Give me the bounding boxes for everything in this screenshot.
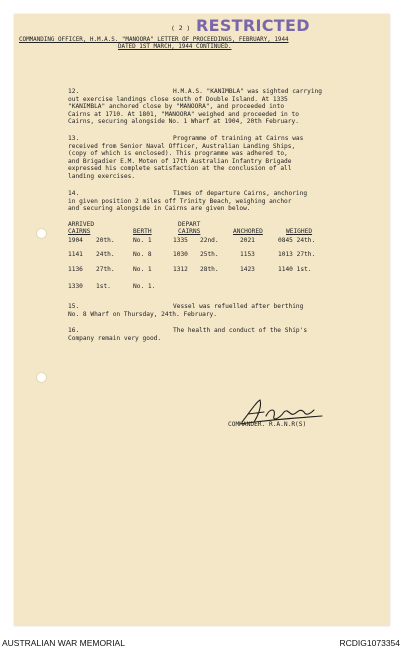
punch-hole bbox=[36, 372, 47, 383]
cell-arrived-time: 1136 bbox=[68, 266, 83, 273]
restricted-stamp: RESTRICTED bbox=[196, 16, 310, 35]
header-anchored: ANCHORED bbox=[233, 228, 263, 235]
para-16-line: Company remain very good. bbox=[68, 334, 162, 342]
cell-berth: No. 1 bbox=[133, 266, 152, 273]
cell-arrived-time: 1330 bbox=[68, 283, 83, 290]
punch-hole bbox=[36, 228, 47, 239]
para-15-line: No. 8 Wharf on Thursday, 24th. February. bbox=[68, 310, 218, 318]
cell-berth: No. 8 bbox=[133, 251, 152, 258]
cell-depart-time: 1335 bbox=[173, 237, 188, 244]
para-16-number: 16. bbox=[68, 327, 80, 334]
para-15-line: Vessel was refuelled after berthing bbox=[173, 303, 304, 310]
cell-arrived-day: 1st. bbox=[96, 283, 111, 290]
header-berth: BERTH bbox=[133, 228, 152, 235]
cell-arrived-day: 27th. bbox=[96, 266, 115, 273]
cell-depart-day: 22nd. bbox=[200, 237, 219, 244]
para-14-line: in given position 2 miles off Trinity Beach, weighing anchor bbox=[68, 197, 292, 205]
footer-source: AUSTRALIAN WAR MEMORIAL bbox=[2, 638, 125, 648]
cell-berth: No. 1 bbox=[133, 237, 152, 244]
para-13-line: landing exercises. bbox=[68, 172, 136, 180]
cell-weighed: 0845 24th. bbox=[278, 237, 316, 244]
para-14-number: 14. bbox=[68, 190, 80, 197]
para-13-line: Programme of training at Cairns was bbox=[173, 135, 304, 142]
footer-record-id: RCDIG1073354 bbox=[339, 638, 400, 648]
para-13-line: received from Senior Naval Officer, Australian Landing Ships, bbox=[68, 142, 296, 150]
header-arrived: ARRIVED bbox=[68, 221, 95, 228]
cell-arrived-time: 1141 bbox=[68, 251, 83, 258]
cell-depart-time: 1312 bbox=[173, 266, 188, 273]
header-arrived-cairns: CAIRNS bbox=[68, 228, 91, 235]
heading-line-1: COMMANDING OFFICER, H.M.A.S. "MANOORA" LETTER OF PROCEEDINGS, FEBRUARY, 1944 bbox=[19, 37, 289, 43]
header-depart: DEPART bbox=[178, 221, 201, 228]
cell-weighed: 1140 1st. bbox=[278, 266, 312, 273]
cell-arrived-day: 24th. bbox=[96, 251, 115, 258]
cell-weighed: 1013 27th. bbox=[278, 251, 316, 258]
cell-arrived-day: 20th. bbox=[96, 237, 115, 244]
para-13-number: 13. bbox=[68, 135, 80, 142]
cell-anchored: 1153 bbox=[240, 251, 255, 258]
para-13-line: expressed his complete satisfaction at the conclusion of all bbox=[68, 165, 292, 172]
para-14-line: and securing alongside in Cairns are given below. bbox=[68, 205, 251, 212]
cell-depart-day: 28th. bbox=[200, 266, 219, 273]
cell-depart-day: 25th. bbox=[200, 251, 219, 258]
para-13-line: and Brigadier E.M. Moten of 17th Australian Infantry Brigade bbox=[68, 157, 292, 165]
para-12-line: "KANIMBLA" anchored close by "MANOORA", and proceeded into bbox=[68, 103, 285, 110]
para-12-line: Cairns, securing alongside No. 1 Wharf at 1904, 20th February. bbox=[68, 118, 299, 125]
header-weighed: WEIGHED bbox=[286, 228, 313, 235]
para-16-line: The health and conduct of the Ship's bbox=[173, 327, 308, 334]
para-13-line: (copy of which is enclosed). This programme was adhered to, bbox=[68, 150, 288, 157]
heading-line-2: DATED 1ST MARCH, 1944 CONTINUED. bbox=[118, 44, 232, 50]
cell-depart-time: 1030 bbox=[173, 251, 188, 258]
cell-arrived-time: 1904 bbox=[68, 237, 83, 244]
cell-anchored: 2021 bbox=[240, 237, 255, 244]
signature-block: COMMANDER. R.A.N.R(S) bbox=[228, 421, 307, 428]
para-14-line: Times of departure Cairns, anchoring bbox=[173, 190, 308, 197]
para-12-number: 12. bbox=[68, 88, 80, 95]
page-number: ( 2 ) bbox=[171, 24, 191, 32]
para-12-line: Cairns at 1710. At 1801, "MANOORA" weighed and proceeded in to bbox=[68, 110, 299, 118]
para-12-line: H.M.A.S. "KANIMBLA" was sighted carrying bbox=[173, 88, 323, 95]
cell-anchored: 1423 bbox=[240, 266, 255, 273]
para-12-line: out exercise landings close south of Double Island. At 1335 bbox=[68, 95, 288, 103]
para-15-number: 15. bbox=[68, 303, 80, 310]
cell-berth: No. 1. bbox=[133, 283, 156, 290]
header-depart-cairns: CAIRNS bbox=[178, 228, 201, 235]
